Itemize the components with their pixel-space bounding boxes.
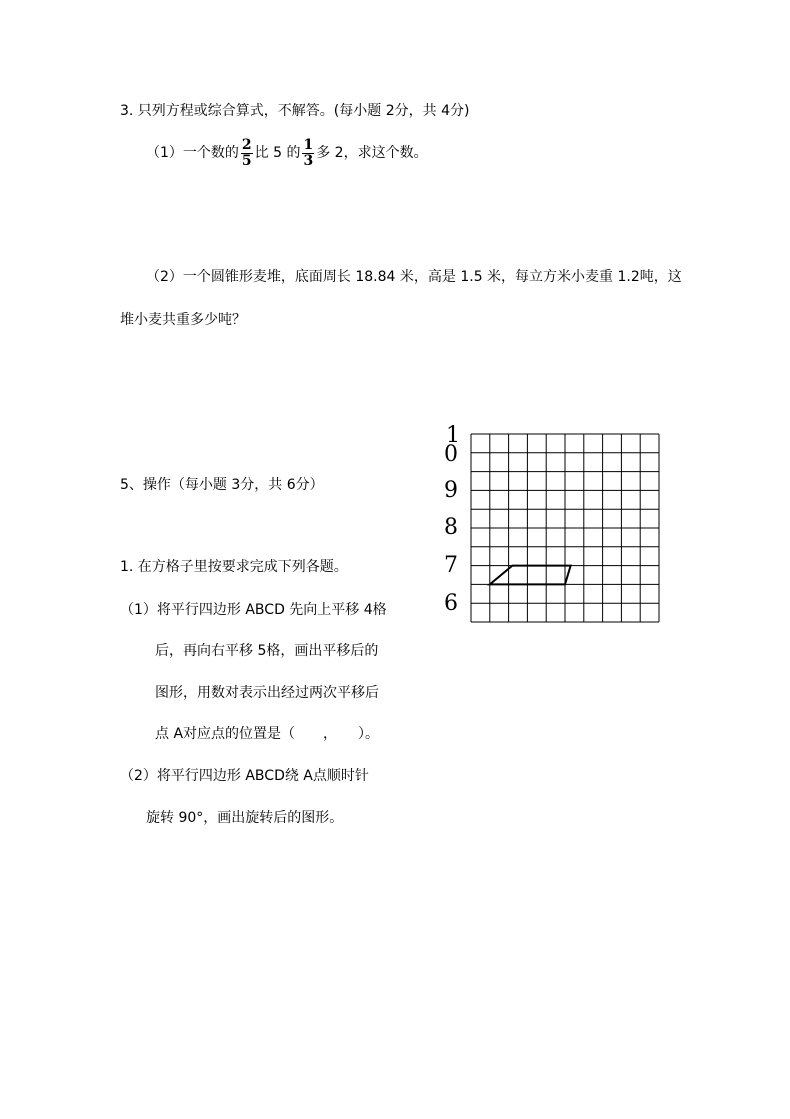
grid-y-label: 7	[444, 553, 458, 578]
q5-item1: 1. 在方格子里按要求完成下列各题。	[120, 559, 348, 575]
grid-y-label: 0	[444, 442, 458, 467]
q3-part1-prefix: （1）一个数的	[146, 145, 239, 161]
q5-sub2-line1: （2）将平行四边形 ABCD绕 A点顺时针	[120, 768, 369, 784]
q5-sub1-line2: 后，再向右平移 5格，画出平移后的	[155, 643, 379, 659]
q5-title: 5、操作（每小题 3分，共 6分）	[120, 477, 324, 493]
q5-sub1-line1: （1）将平行四边形 ABCD 先向上平移 4格	[120, 602, 387, 618]
q3-part2-line2: 堆小麦共重多少吨？	[120, 312, 246, 328]
grid-y-label: 8	[444, 515, 458, 540]
q5-sub1-line4: 点 A对应点的位置是（ ， ）。	[155, 726, 380, 742]
q3-part1-mid: 比 5 的	[254, 145, 301, 161]
parallelogram-abcd	[490, 566, 571, 585]
q5-sub2-line2: 旋转 90°，画出旋转后的图形。	[146, 810, 344, 826]
q3-part2-line1: （2）一个圆锥形麦堆，底面周长 18.84 米，高是 1.5 米，每立方米小麦重 1.2吨，这	[146, 269, 682, 285]
q5-sub1-line3: 图形，用数对表示出经过两次平移后	[155, 685, 379, 701]
grid-y-label: 6	[444, 591, 458, 616]
grid-y-label: 1	[446, 423, 460, 448]
fraction-numerator: 2	[241, 136, 252, 153]
fraction-numerator: 1	[303, 136, 314, 153]
fraction-denominator: 3	[303, 152, 314, 169]
grid-y-label: 9	[444, 478, 458, 503]
q3-part1-suffix: 多 2，求这个数。	[316, 145, 428, 161]
fraction-denominator: 5	[241, 152, 252, 169]
q3-title: 3. 只列方程或综合算式，不解答。(每小题 2分，共 4分)	[120, 103, 470, 119]
